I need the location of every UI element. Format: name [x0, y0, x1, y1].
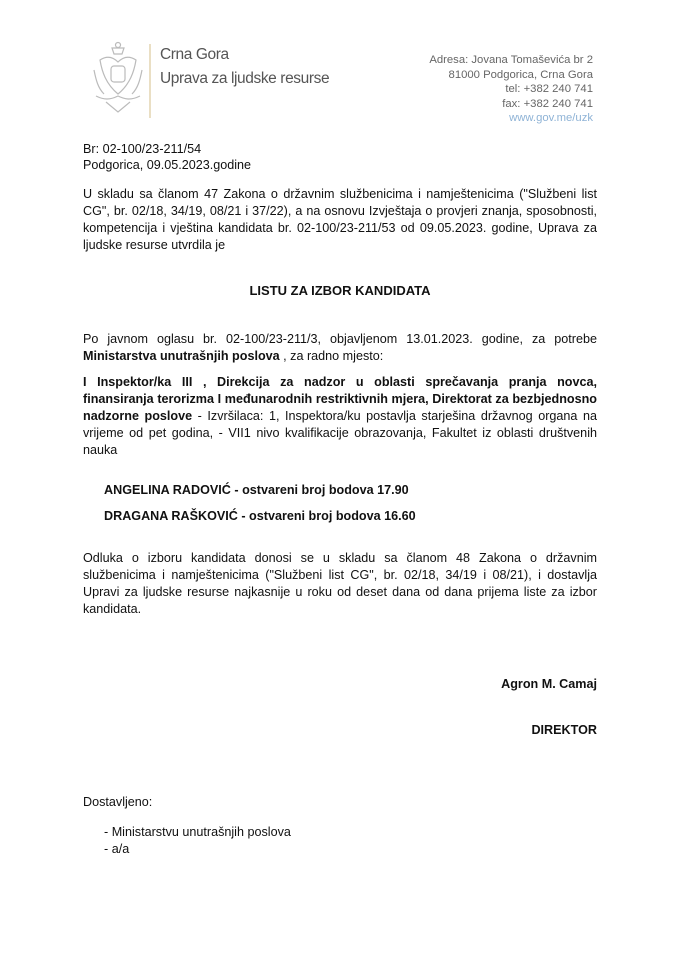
intro-line: kompetencija i vještina kandidata br. 02-100/23-211/53 od 09.05.2023. godine, Uprava za — [83, 221, 597, 235]
position-line: nauka — [83, 443, 118, 457]
place-date: Podgorica, 09.05.2023.godine — [83, 158, 252, 172]
position-line: finansiranja terorizma I međunarodnih restriktivnih mjera, Direktorat za bezbjednosno — [83, 392, 597, 406]
ministry-name: Ministarstva unutrašnjih poslova — [83, 349, 280, 363]
letterhead-divider — [149, 44, 151, 118]
position-line — [83, 408, 597, 424]
candidate-entry: ANGELINA RADOVIĆ - ostvareni broj bodova 17.90 — [104, 483, 409, 497]
decision-line: kandidata. — [83, 602, 142, 616]
address-line: Adresa: Jovana Tomaševića br 2 — [429, 54, 593, 66]
signatory-role: DIREKTOR — [531, 723, 597, 737]
announcement-rest: , za radno mjesto: — [279, 349, 384, 363]
announcement-line — [83, 348, 597, 364]
phone: tel: +382 240 741 — [505, 83, 593, 95]
letterhead-office: Uprava za ljudske resurse — [160, 70, 330, 87]
intro-line: ljudske resurse utvrdila je — [83, 238, 226, 252]
intro-line: U skladu sa članom 47 Zakona o državnim službenicima i namještenicima ("Službeni list — [83, 187, 597, 201]
delivery-item: - Ministarstvu unutrašnjih poslova — [104, 825, 291, 839]
position-bold: nadzorne poslove — [83, 409, 193, 423]
letterhead-address — [429, 53, 593, 126]
delivery-item: - a/a — [104, 842, 130, 856]
intro-line: CG", br. 02/18, 34/19, 08/21 i 37/22), a na osnovu Izvještaja o provjeri znanja, sposobnosti, — [83, 204, 597, 218]
decision-line: Upravi za ljudske resurse najkasnije u roku od deset dana od dana prijema liste za izbor — [83, 585, 597, 599]
letterhead-country: Crna Gora — [160, 46, 229, 63]
announcement-line: Po javnom oglasu br. 02-100/23-211/3, objavljenom 13.01.2023. godine, za potrebe — [83, 332, 597, 346]
position-line: vrijeme od pet godina, - VII1 nivo kvalifikacije obrazovanja, Fakultet iz oblasti društvenih — [83, 426, 597, 440]
website-link[interactable]: www.gov.me/uzk — [509, 112, 593, 124]
document-title: LISTU ZA IZBOR KANDIDATA — [249, 283, 431, 298]
signatory-name: Agron M. Camaj — [501, 677, 597, 691]
coat-of-arms-logo — [92, 40, 144, 116]
fax: fax: +382 240 741 — [502, 97, 593, 110]
position-line: I Inspektor/ka III , Direkcija za nadzor u oblasti sprečavanja pranja novca, — [83, 375, 597, 389]
reference-number: Br: 02-100/23-211/54 — [83, 142, 202, 156]
candidate-entry: DRAGANA RAŠKOVIĆ - ostvareni broj bodova 16.60 — [104, 509, 416, 523]
address-line: 81000 Podgorica, Crna Gora — [448, 68, 593, 81]
decision-line: službenicima i namještenicima ("Službeni list CG", br. 02/18, 34/19 i 08/21), i dostavlja — [83, 568, 597, 582]
decision-line: Odluka o izboru kandidata donosi se u skladu sa članom 48 Zakona o državnim — [83, 551, 597, 565]
delivery-label: Dostavljeno: — [83, 795, 153, 809]
position-rest: - Izvršilaca: 1, Inspektora/ku postavlja starješina državnog organa na — [192, 409, 597, 423]
